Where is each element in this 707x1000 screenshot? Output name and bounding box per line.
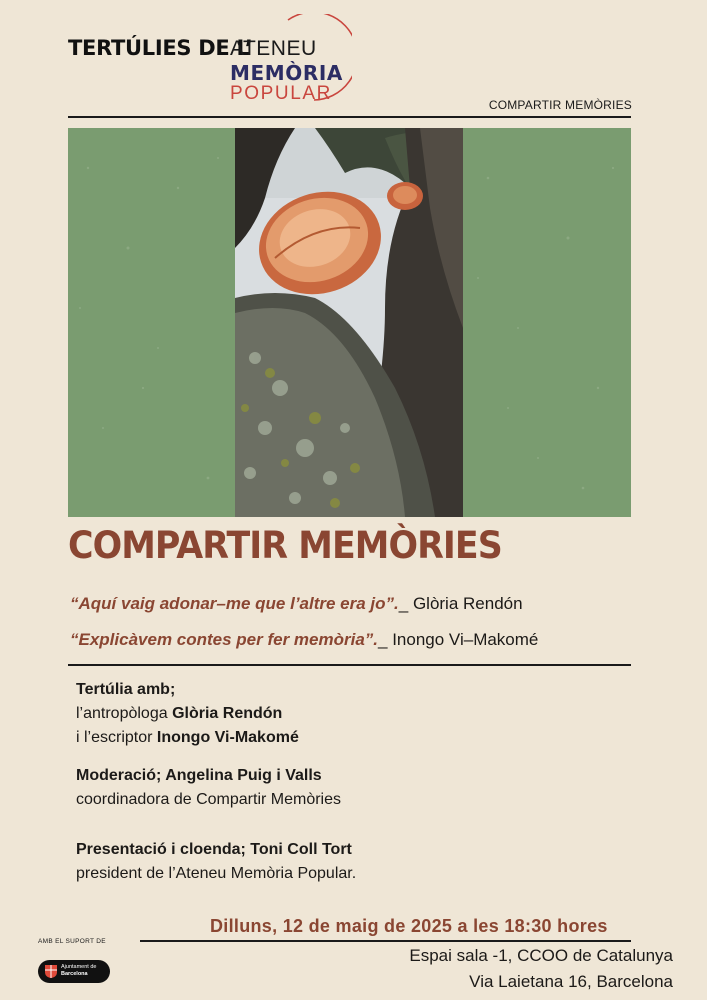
quote-1: [70, 594, 523, 614]
moderacio-block: [76, 764, 341, 812]
sponsor-logo-text: [61, 964, 96, 978]
header-tagline: COMPARTIR MEMÒRIES: [488, 98, 632, 112]
guest-1-role: l’antropòloga: [76, 705, 173, 722]
event-date: Dilluns, 12 de maig de 2025 a les 18:30 hores: [210, 916, 608, 936]
presentacio-heading: Presentació i cloenda; Toni Coll Tort: [76, 841, 352, 858]
guest-2: [76, 726, 299, 750]
brand-popular: POPULAR: [230, 83, 333, 104]
tertulia-heading: Tertúlia amb;: [76, 681, 176, 698]
venue-line-1: Espai sala -1, CCOO de Catalunya: [409, 946, 673, 965]
guest-1: [76, 702, 299, 726]
moderacio-role: coordinadora de Compartir Memòries: [76, 791, 341, 808]
divider-bottom: [140, 940, 631, 942]
main-title: COMPARTIR MEMÒRIES: [68, 524, 502, 567]
brand-memoria: MEMÒRIA: [230, 61, 343, 85]
sponsor-logo-line-2: Barcelona: [61, 971, 88, 977]
divider-top: [68, 116, 631, 118]
quote-1-author: _ Glòria Rendón: [398, 594, 523, 613]
venue-line-2: Via Laietana 16, Barcelona: [469, 972, 673, 991]
support-label: AMB EL SUPORT DE: [38, 938, 106, 945]
sponsor-logo: [38, 960, 110, 983]
brand-ateneu: ATENEU: [230, 37, 317, 60]
tertulia-block: [76, 678, 299, 750]
presentacio-role: president de l’Ateneu Memòria Popular.: [76, 865, 357, 882]
brand-title: TERTÚLIES DE L’: [68, 36, 253, 60]
quote-2-text: “Explicàvem contes per fer memòria”.: [70, 630, 379, 649]
guest-1-name: Glòria Rendón: [172, 705, 283, 722]
quote-2: [70, 630, 538, 650]
moderacio-heading: Moderació; Angelina Puig i Valls: [76, 767, 322, 784]
presentacio-block: [76, 838, 356, 886]
barcelona-shield-icon: [44, 964, 58, 979]
divider-middle: [68, 664, 631, 666]
tree-photo: [235, 128, 463, 517]
quote-2-author: _ Inongo Vi–Makomé: [378, 630, 539, 649]
sponsor-logo-line-1: Ajuntament de: [61, 964, 97, 970]
quote-1-text: “Aquí vaig adonar–me que l’altre era jo”.: [70, 594, 399, 613]
guest-2-role: i l’escriptor: [76, 729, 157, 746]
guest-2-name: Inongo Vi-Makomé: [156, 729, 299, 746]
